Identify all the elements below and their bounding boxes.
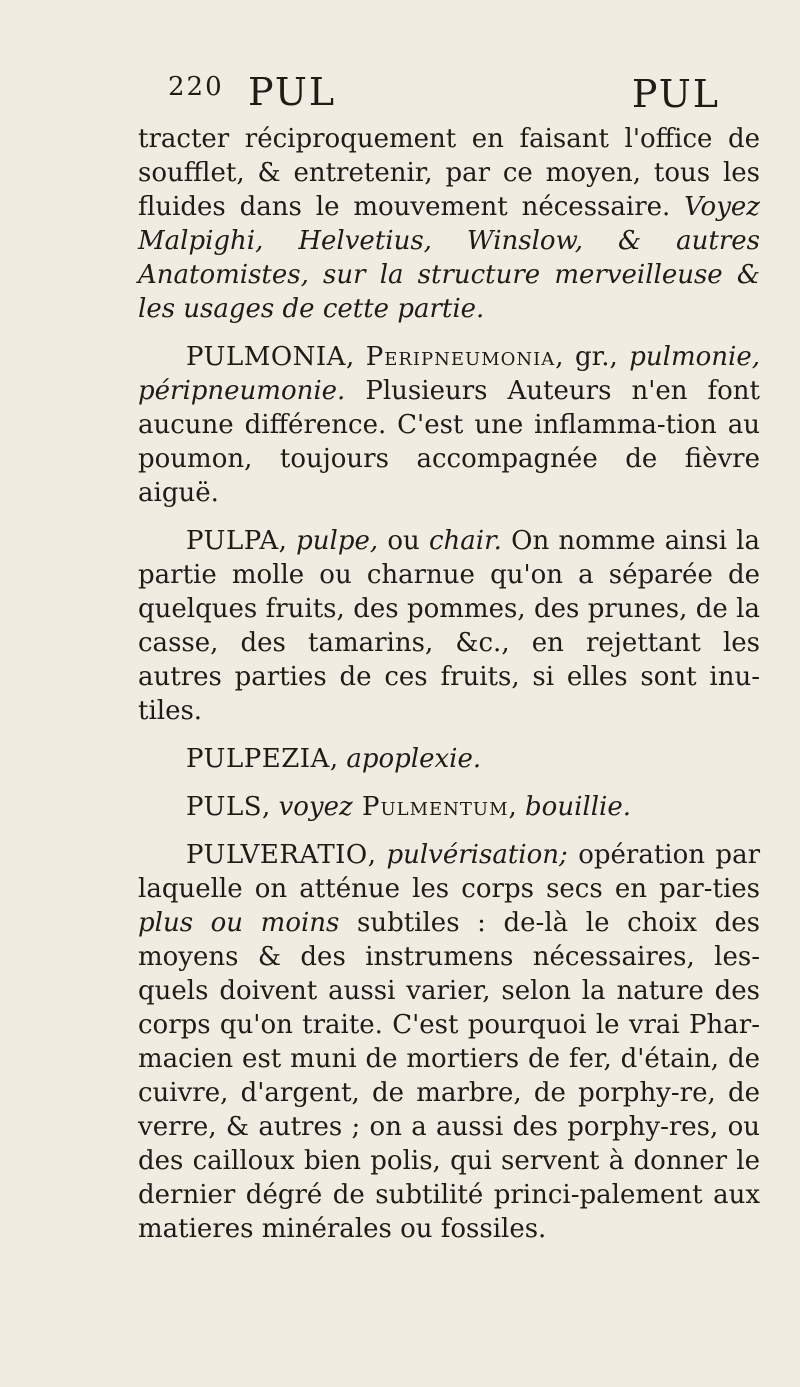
- separator: ,: [508, 792, 526, 822]
- separator: ,: [367, 840, 387, 870]
- entry-puls: [138, 790, 760, 824]
- references-text: Voyez Malpighi, Helvetius, Winslow, & autres Anatomistes, sur la structure merveilleuse & les usages de cette partie.: [138, 192, 760, 324]
- page-number: 220: [168, 72, 224, 102]
- headword: PULVERATIO: [186, 840, 368, 870]
- running-header: [138, 70, 760, 122]
- gloss: pulvérisation;: [386, 840, 568, 870]
- synonym: Peripneumonia: [365, 342, 556, 372]
- voyez-word: voyez: [278, 792, 353, 822]
- language-tag: , gr.,: [555, 342, 630, 372]
- continued-paragraph: [138, 122, 760, 326]
- separator: ou: [378, 526, 429, 556]
- entry-text: Plusieurs Auteurs n'en font aucune différence. C'est une inflamma-tion au poumon, toujours accompagnée de fièvre aiguë.: [138, 376, 760, 508]
- headword: PULPA: [186, 526, 279, 556]
- headword: PULMONIA: [186, 342, 346, 372]
- headword: PULPEZIA: [186, 744, 330, 774]
- page-body: [138, 122, 760, 1246]
- emphasis: plus ou moins: [138, 908, 340, 938]
- continued-text: tracter réciproquement en faisant l'office de soufflet, & entretenir, par ce moyen, tous les fluides dans le mouvement nécessaire.: [138, 124, 760, 222]
- gloss: pulmonie, péripneumonie.: [138, 342, 761, 406]
- entry-text: opération par laquelle on atténue les corps secs en par-ties: [138, 840, 760, 904]
- separator: ,: [278, 526, 297, 556]
- gloss: apoplexie.: [346, 744, 482, 774]
- separator: ,: [329, 744, 347, 774]
- header-right-title: PUL: [631, 72, 720, 116]
- separator: ,: [262, 792, 279, 822]
- separator: ,: [345, 342, 366, 372]
- cross-reference: Pulmentum: [352, 792, 509, 822]
- entry-text: On nomme ainsi la partie molle ou charnue qu'on a séparée de quelques fruits, des pommes, des prunes, de la casse, des tamarins, &c., en rejettant les autres parties de ces fruits, si elles sont inu-tiles.: [138, 526, 761, 726]
- entry-pulmonia: [138, 340, 760, 510]
- gloss: bouillie.: [525, 792, 631, 822]
- header-left-title: PUL: [248, 70, 337, 114]
- gloss: pulpe,: [296, 526, 379, 556]
- entry-pulpezia: [138, 742, 760, 776]
- entry-pulveratio: [138, 838, 760, 1246]
- entry-text: subtiles : de-là le choix des moyens & des instrumens nécessaires, les-quels doivent aussi varier, selon la nature des corps qu'on traite. C'est pourquoi le vrai Phar-macien est muni de mortiers de fer, d'étain, de cuivre, d'argent, de marbre, de porphy-re, de verre, & autres ; on a aussi des porphy-res, ou des cailloux bien polis, qui servent à donner le dernier dégré de subtilité princi-palement aux matieres minérales ou fossiles.: [138, 908, 760, 1244]
- entry-pulpa: [138, 524, 760, 728]
- headword: PULS: [186, 792, 263, 822]
- gloss: chair.: [428, 526, 502, 556]
